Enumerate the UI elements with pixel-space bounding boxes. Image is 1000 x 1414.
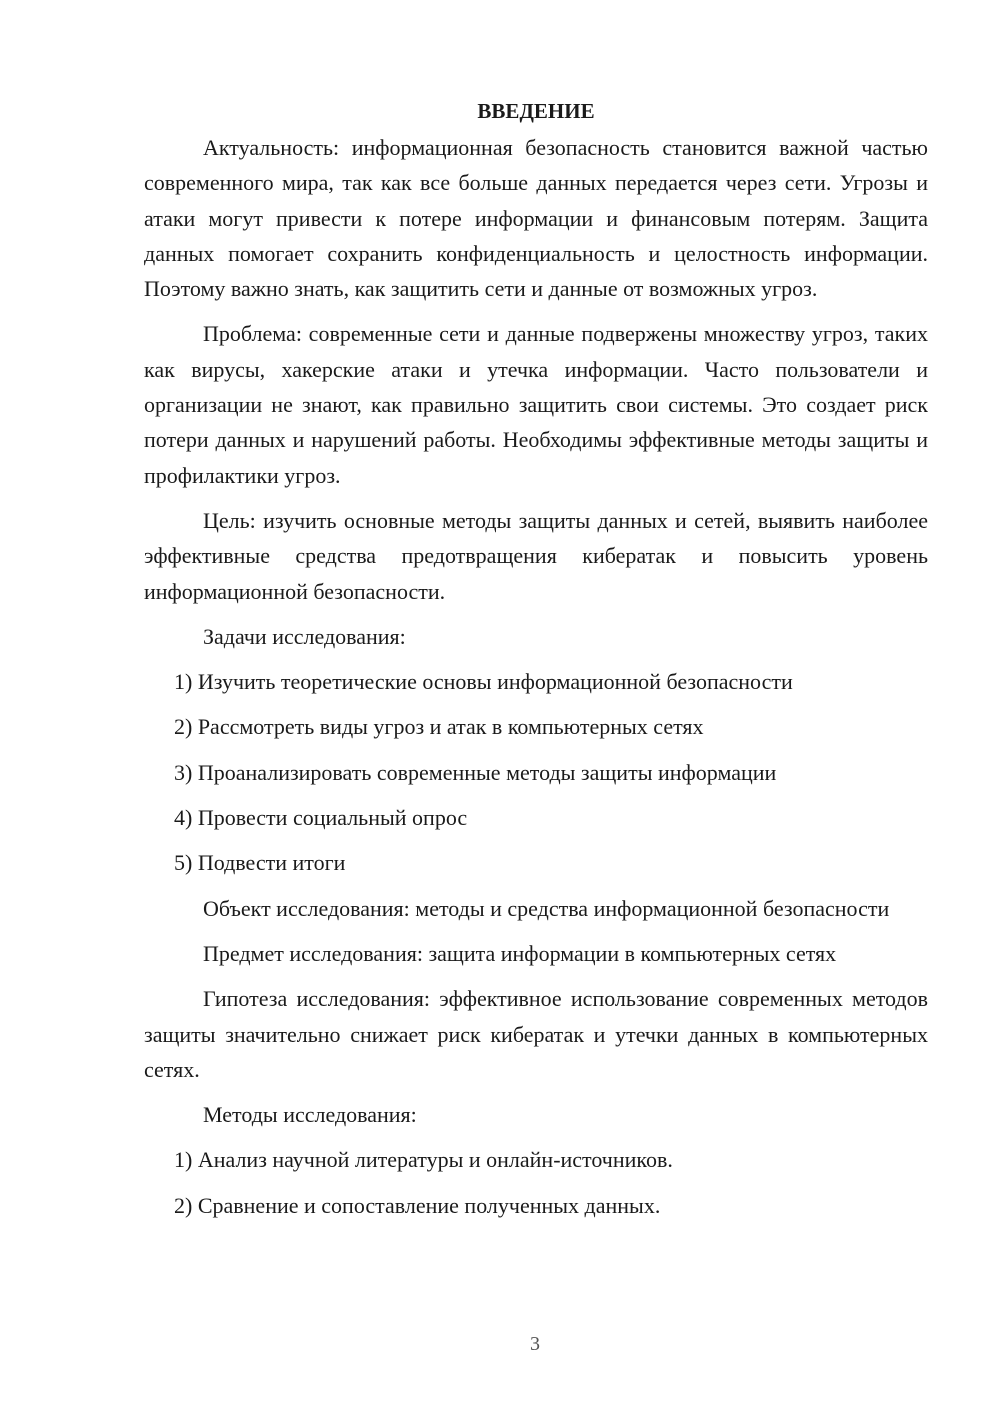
method-item: 1) Анализ научной литературы и онлайн-источников.: [174, 1147, 673, 1173]
task-item: 4) Провести социальный опрос: [174, 805, 468, 831]
tasks-heading: Задачи исследования:: [203, 623, 406, 649]
section-heading: ВВЕДЕНИЕ: [477, 99, 595, 123]
subject-paragraph: Предмет исследования: защита информации в компьютерных сетях: [203, 940, 837, 966]
problem-paragraph: Проблема: современные сети и данные подвержены множеству угроз, таких как вирусы, хакерские атаки и утечка информации. Часто пользователи и организации не знают, как правильно защитить свои системы. Это создает риск потери данных и нарушений работы. Необходимы эффективные методы защиты и профилактики угроз.: [144, 321, 928, 488]
page-number: 3: [530, 1333, 540, 1355]
document-page: [144, 96, 928, 1233]
goal-paragraph: Цель: изучить основные методы защиты данных и сетей, выявить наиболее эффективные средства предотвращения кибератак и повысить уровень информационной безопасности.: [144, 507, 928, 604]
method-item: 2) Сравнение и сопоставление полученных данных.: [174, 1192, 661, 1218]
relevance-paragraph: Актуальность: информационная безопасность становится важной частью современного мира, так как все больше данных передается через сети. Угрозы и атаки могут привести к потере информации и финансовым потерям. Защита данных помогает сохранить конфиденциальность и целостность информации. Поэтому важно знать, как защитить сети и данные от возможных угроз.: [144, 135, 928, 302]
task-item: 1) Изучить теоретические основы информационной безопасности: [174, 669, 793, 695]
task-item: 3) Проанализировать современные методы защиты информации: [174, 759, 777, 785]
task-item: 5) Подвести итоги: [174, 850, 346, 876]
object-paragraph: Объект исследования: методы и средства информационной безопасности: [203, 895, 890, 921]
methods-heading: Методы исследования:: [203, 1102, 417, 1128]
task-item: 2) Рассмотреть виды угроз и атак в компьютерных сетях: [174, 714, 704, 740]
hypothesis-paragraph: Гипотеза исследования: эффективное использование современных методов защиты значительно снижает риск кибератак и утечки данных в компьютерных сетях.: [144, 986, 928, 1082]
